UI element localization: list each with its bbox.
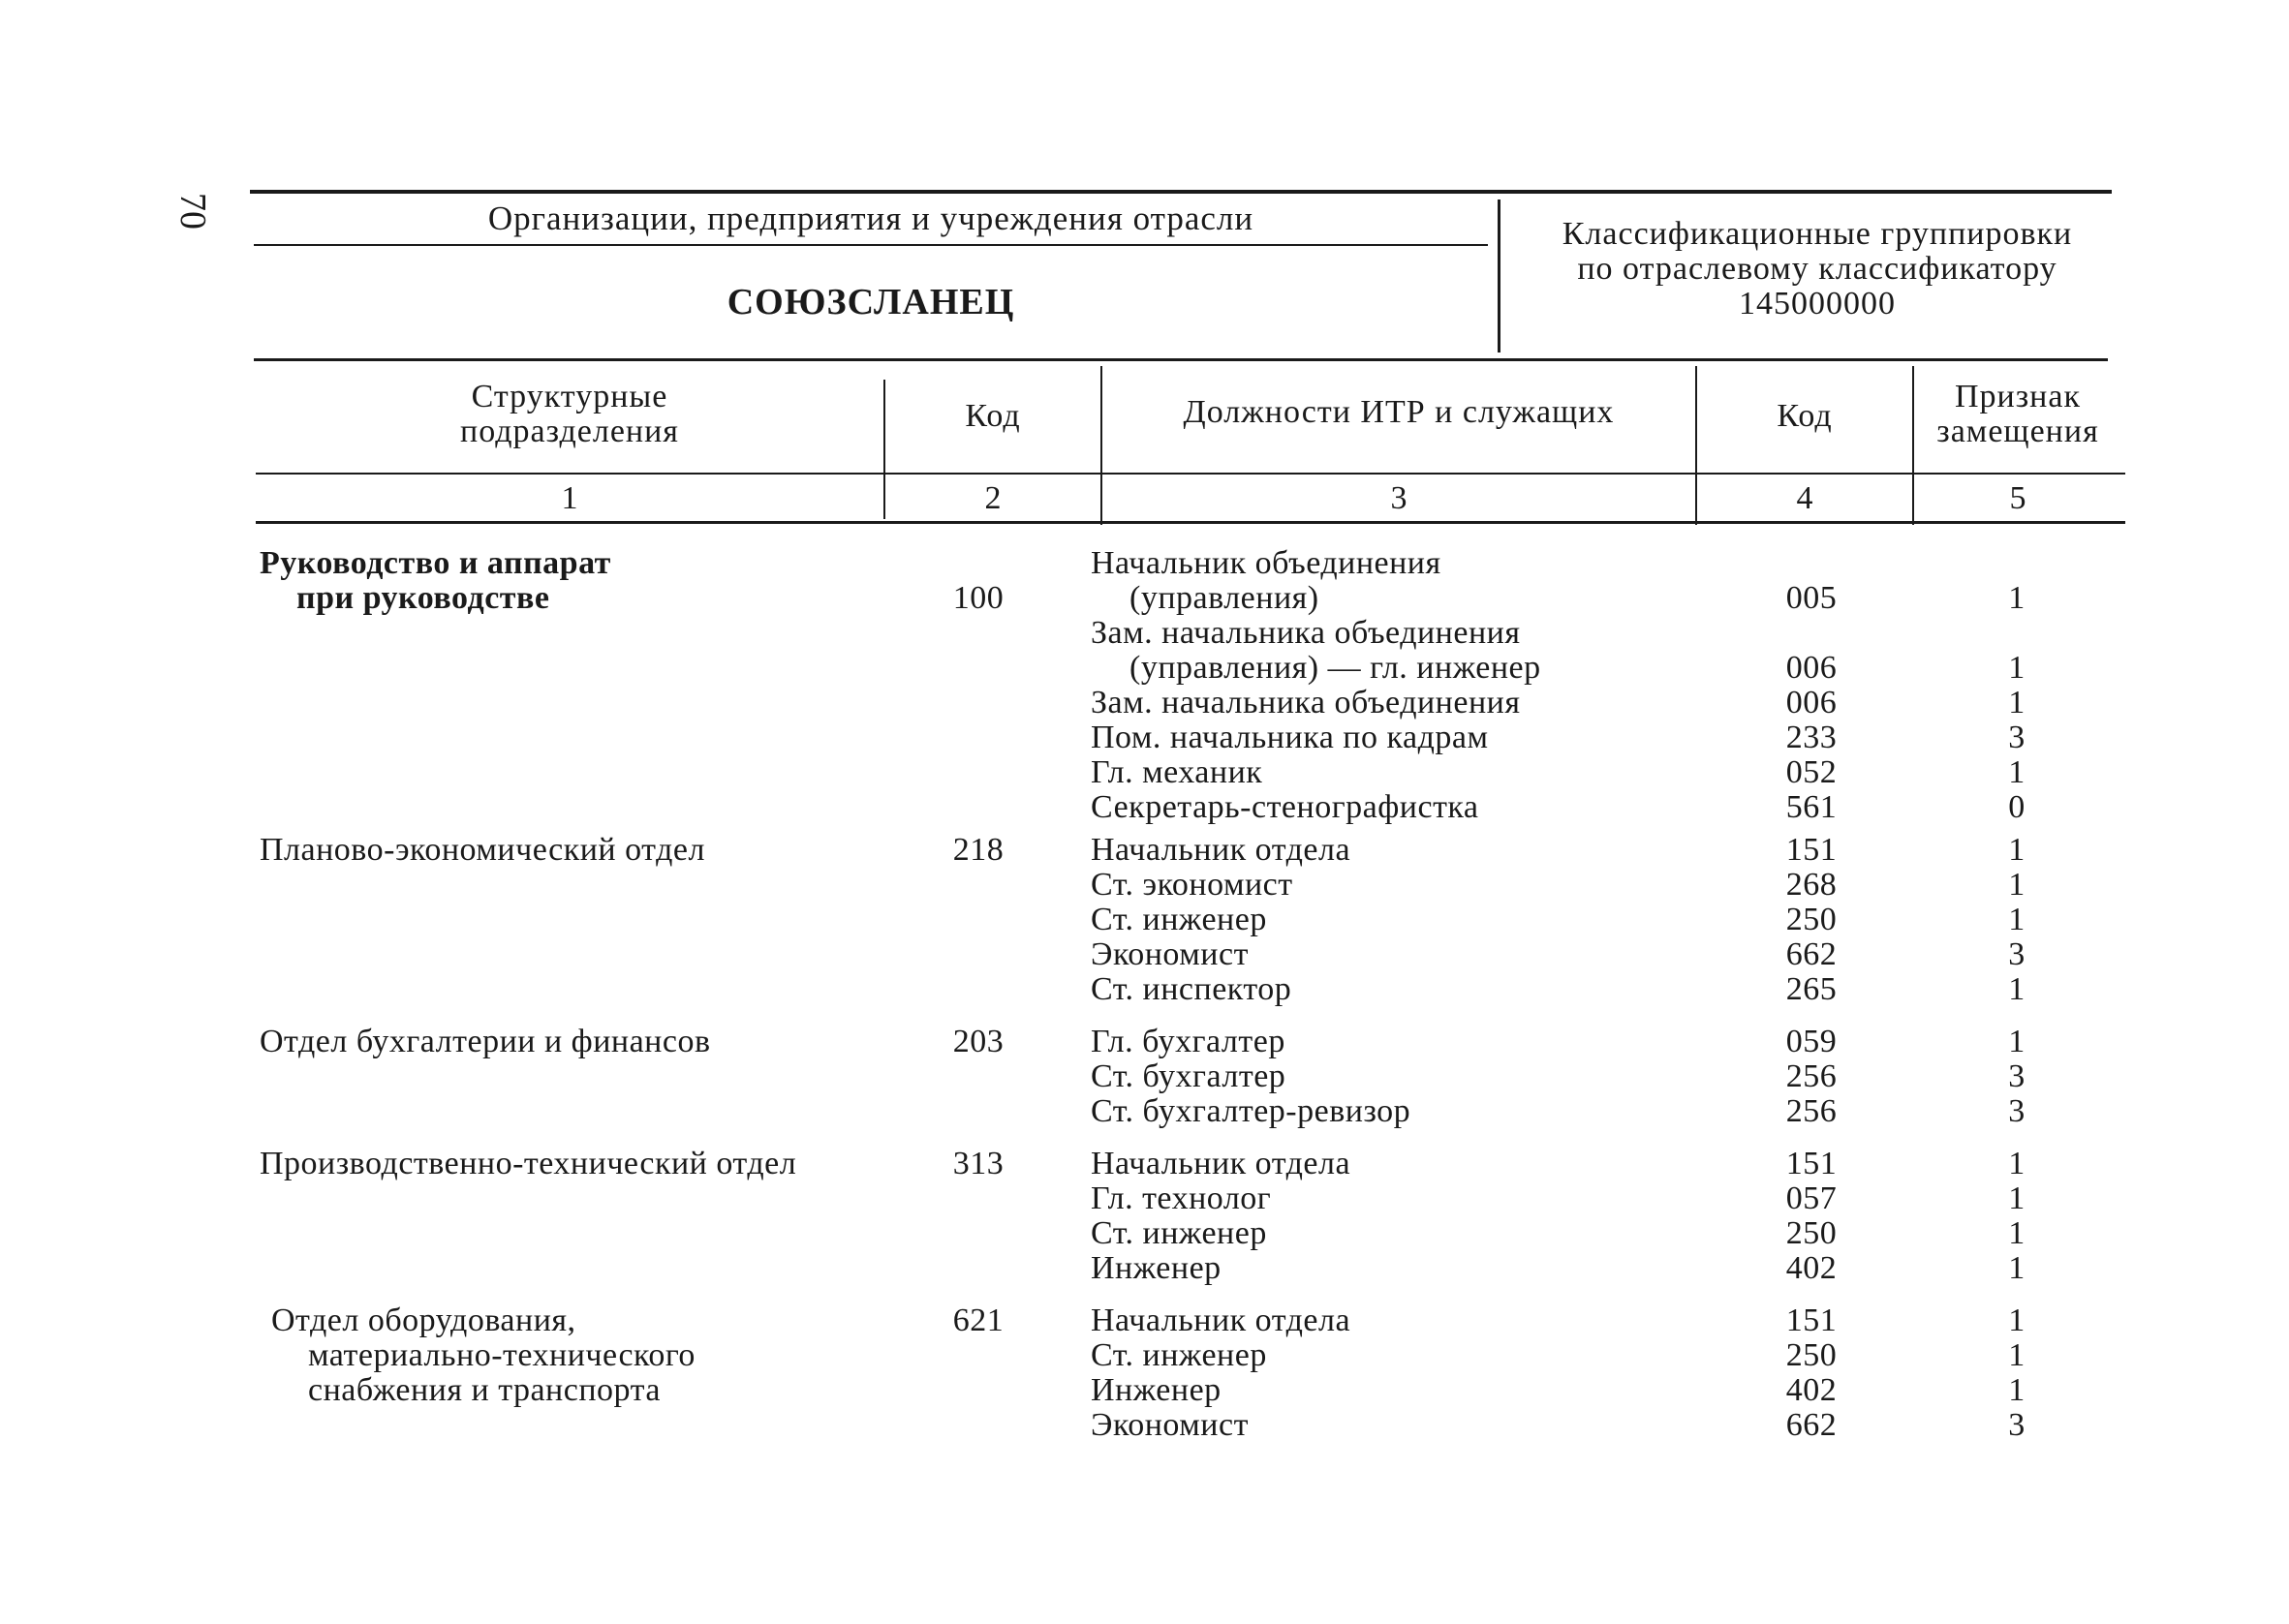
replacement-flag: 1 [2008,1024,2026,1059]
position-code: 059 [1785,1024,1838,1059]
position-title: (управления) [1129,580,1319,616]
header-bottom-rule [254,358,2108,361]
table-row [0,546,2289,581]
position-title: Гл. механик [1091,754,1263,790]
position-code: 256 [1785,1058,1838,1094]
classification-block [1507,217,2127,322]
column-title-divisions: Структурные подразделения [460,379,679,449]
position-title: (управления) — гл. инженер [1129,650,1541,686]
position-code: 057 [1785,1180,1838,1216]
replacement-flag: 1 [2008,1337,2026,1373]
position-code: 151 [1785,1146,1838,1181]
position-code: 052 [1785,754,1838,790]
division-name: Производственно-технический отдел [260,1146,797,1181]
position-code: 250 [1785,902,1838,937]
column-number: 3 [1390,480,1407,516]
position-title: Начальник отдела [1091,832,1351,868]
position-title: Ст. инженер [1091,1337,1267,1373]
position-title: Ст. инспектор [1091,971,1292,1007]
position-code: 151 [1785,832,1838,868]
column-separator [1695,366,1697,525]
table-row [0,1251,2289,1286]
division-name: снабжения и транспорта [308,1372,661,1408]
position-code: 233 [1785,720,1838,755]
replacement-flag: 3 [2008,1093,2026,1129]
table-row [0,686,2289,720]
column-number: 5 [2009,480,2026,516]
table-row [0,1094,2289,1129]
division-name: материально-технического [308,1337,696,1373]
header-top-rule [250,190,2112,194]
position-code: 250 [1785,1337,1838,1373]
table-row [0,1303,2289,1338]
table-row [0,1181,2289,1216]
replacement-flag: 1 [2008,1146,2026,1181]
column-number-rule [256,521,2125,524]
position-title: Начальник объединения [1091,545,1441,581]
table-row [0,790,2289,825]
position-title: Гл. технолог [1091,1180,1272,1216]
replacement-flag: 1 [2008,754,2026,790]
column-separator [1912,366,1914,525]
page-number: 70 [172,193,213,230]
table-row [0,937,2289,972]
table-row [0,1373,2289,1408]
position-title: Экономист [1091,936,1249,972]
table-row [0,833,2289,868]
position-title: Начальник отдела [1091,1146,1351,1181]
position-code: 268 [1785,867,1838,903]
division-name: при руководстве [296,580,550,616]
position-title: Начальник отдела [1091,1302,1351,1338]
division-name: Руководство и аппарат [260,545,611,581]
position-title: Секретарь-стенографистка [1091,789,1479,825]
position-code: 151 [1785,1302,1838,1338]
position-code: 402 [1785,1250,1838,1286]
org-caption: Организации, предприятия и учреждения отрасли [487,199,1254,237]
position-code: 662 [1785,1407,1838,1443]
position-code: 256 [1785,1093,1838,1129]
replacement-flag: 3 [2008,1058,2026,1094]
replacement-flag: 1 [2008,1250,2026,1286]
division-code: 313 [952,1146,1005,1181]
table-row [0,972,2289,1007]
replacement-flag: 1 [2008,1215,2026,1251]
table-row [0,1059,2289,1094]
position-title: Ст. бухгалтер-ревизор [1091,1093,1411,1129]
table-row [0,720,2289,755]
table-row [0,581,2289,616]
position-title: Инженер [1091,1250,1222,1286]
position-title: Ст. экономист [1091,867,1293,903]
column-separator [1100,366,1102,525]
table-row [0,1147,2289,1181]
replacement-flag: 1 [2008,650,2026,686]
replacement-flag: 1 [2008,902,2026,937]
division-name: Планово-экономический отдел [260,832,705,868]
division-code: 621 [952,1302,1005,1338]
position-code: 250 [1785,1215,1838,1251]
position-code: 402 [1785,1372,1838,1408]
column-separator [883,380,885,519]
replacement-flag: 1 [2008,1302,2026,1338]
position-title: Экономист [1091,1407,1249,1443]
replacement-flag: 3 [2008,936,2026,972]
column-title-rule [256,473,2125,475]
replacement-flag: 3 [2008,1407,2026,1443]
position-code: 561 [1785,789,1838,825]
column-number: 1 [561,480,578,516]
replacement-flag: 1 [2008,1180,2026,1216]
classification-code: 145000000 [1739,286,1896,322]
division-code: 203 [952,1024,1005,1059]
position-title: Гл. бухгалтер [1091,1024,1285,1059]
table-row [0,755,2289,790]
table-row [0,1408,2289,1443]
position-code: 662 [1785,936,1838,972]
replacement-flag: 1 [2008,971,2026,1007]
replacement-flag: 1 [2008,685,2026,720]
header-divider [1498,199,1500,352]
division-code: 100 [952,580,1005,616]
position-title: Пом. начальника по кадрам [1091,720,1489,755]
replacement-flag: 1 [2008,832,2026,868]
division-code: 218 [952,832,1005,868]
replacement-flag: 1 [2008,1372,2026,1408]
division-name: Отдел бухгалтерии и финансов [260,1024,711,1059]
column-number: 4 [1796,480,1813,516]
table-row [0,1338,2289,1373]
table-row [0,1216,2289,1251]
column-title-position-code: Код [1777,398,1833,434]
replacement-flag: 1 [2008,867,2026,903]
position-title: Ст. инженер [1091,902,1267,937]
column-title-replacement-flag: Признак замещения [1936,379,2099,449]
replacement-flag: 1 [2008,580,2026,616]
replacement-flag: 0 [2008,789,2026,825]
column-title-division-code: Код [965,398,1021,434]
position-title: Ст. бухгалтер [1091,1058,1286,1094]
division-name: Отдел оборудования, [271,1302,576,1338]
table-row [0,903,2289,937]
table-row [0,651,2289,686]
position-title: Зам. начальника объединения [1091,685,1521,720]
column-number: 2 [984,480,1002,516]
position-code: 006 [1785,685,1838,720]
table-row [0,616,2289,651]
position-title: Ст. инженер [1091,1215,1267,1251]
table-row [0,868,2289,903]
table-row [0,1025,2289,1059]
replacement-flag: 3 [2008,720,2026,755]
column-title-positions: Должности ИТР и служащих [1183,394,1615,430]
position-code: 006 [1785,650,1838,686]
position-code: 005 [1785,580,1838,616]
classification-line: Классификационные группировки [1562,216,2073,252]
position-title: Инженер [1091,1372,1222,1408]
org-name: СОЮЗСЛАНЕЦ [727,282,1015,322]
classification-line: по отраслевому классификатору [1577,251,2057,287]
position-title: Зам. начальника объединения [1091,615,1521,651]
org-caption-rule [254,244,1488,246]
position-code: 265 [1785,971,1838,1007]
